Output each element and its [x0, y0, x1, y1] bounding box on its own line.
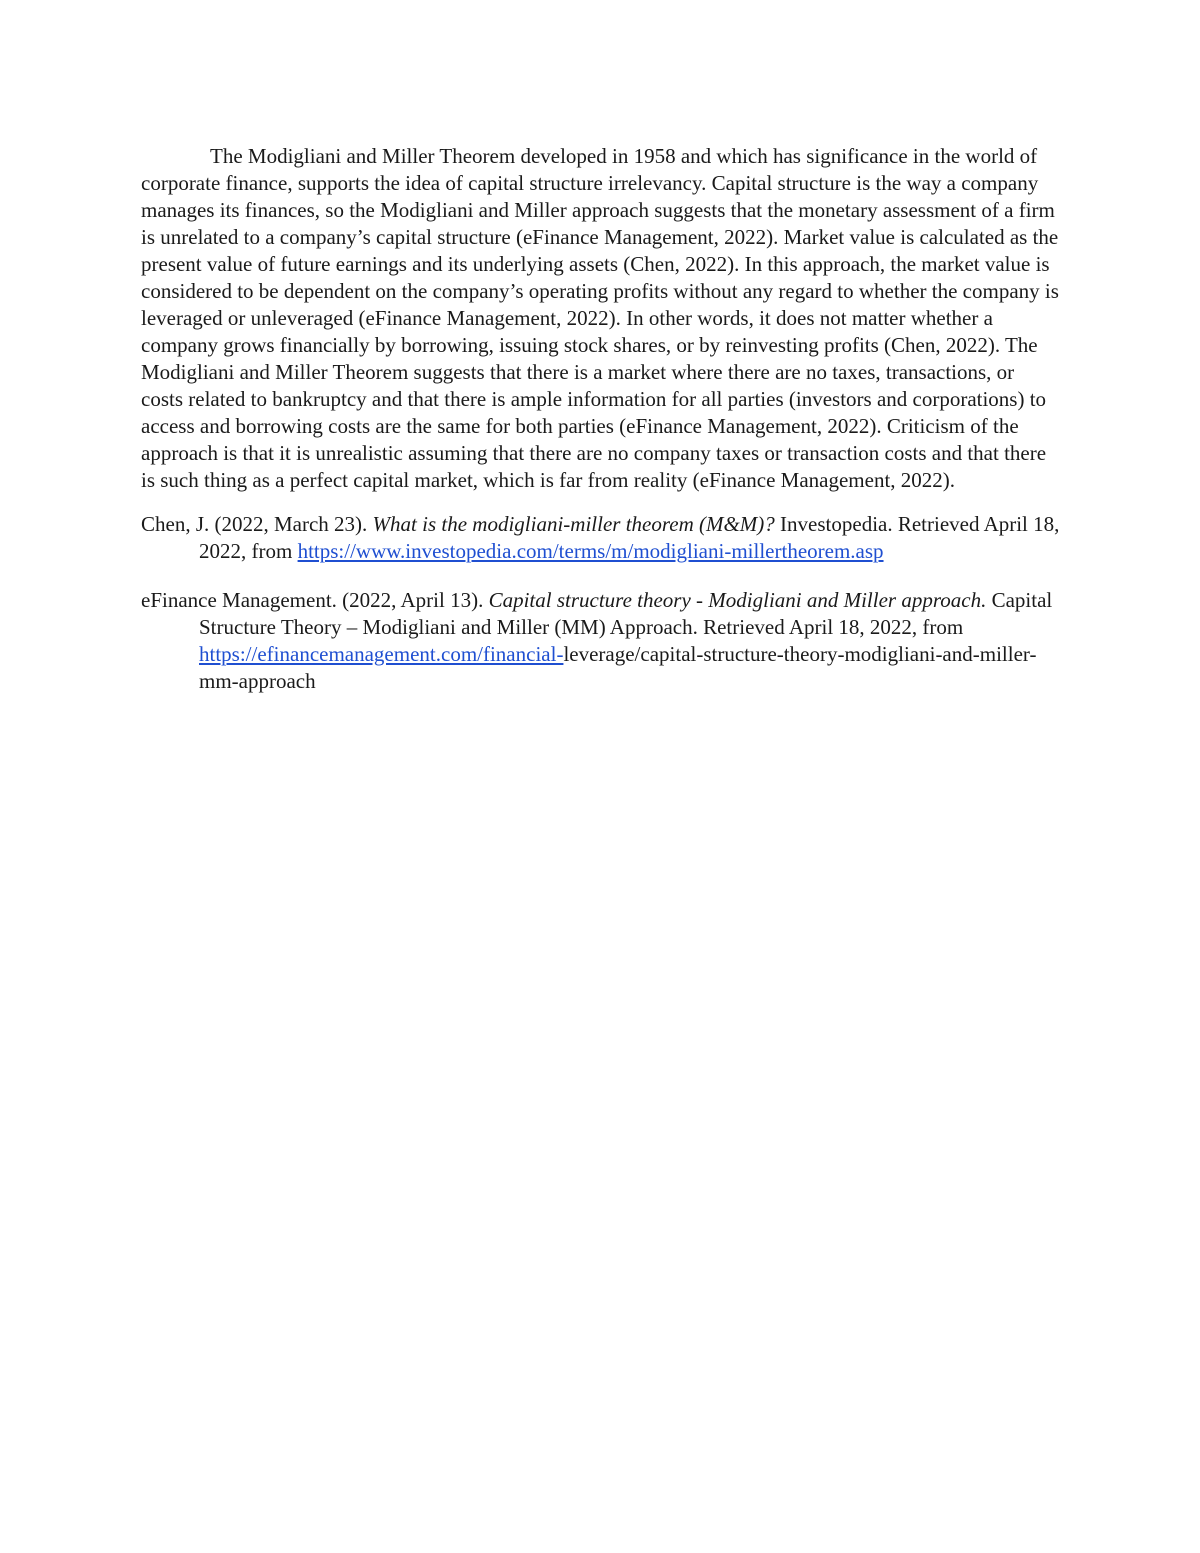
reference-title: Capital structure theory - Modigliani and Miller approach. [488, 588, 987, 612]
reference-source: Investopedia. Retrieved April 18, 2022, from [199, 512, 1060, 563]
reference-link[interactable]: https://www.investopedia.com/terms/m/modigliani-millertheorem.asp [297, 539, 884, 563]
reference-title: What is the modigliani-miller theorem (M&M)? [372, 512, 775, 536]
body-paragraph: The Modigliani and Miller Theorem developed in 1958 and which has significance in the world of corporate finance, supports the idea of capital structure irrelevancy. Capital structure is the way a company manages its finances, so the Modigliani and Miller approach suggests that the monetary assessment of a firm is unrelated to a company’s capital structure (eFinance Management, 2022). Market value is calculated as the present value of future earnings and its underlying assets (Chen, 2022). In this approach, the market value is considered to be dependent on the company’s operating profits without any regard to whether the company is leveraged or unleveraged (eFinance Management, 2022). In other words, it does not matter whether a company grows financially by borrowing, issuing stock shares, or by reinvesting profits (Chen, 2022). The Modigliani and Miller Theorem suggests that there is a market where there are no taxes, transactions, or costs related to bankruptcy and that there is ample information for all parties (investors and corporations) to access and borrowing costs are the same for both parties (eFinance Management, 2022). Criticism of the approach is that it is unrealistic assuming that there are no company taxes or transaction costs and that there is such thing as a perfect capital market, which is far from reality (eFinance Management, 2022). [141, 144, 1059, 492]
document-page [141, 143, 1061, 695]
reference-source: Capital Structure Theory – Modigliani and Miller (MM) Approach. Retrieved April 18, 2022, from [199, 588, 1053, 639]
reference-efinance [141, 587, 1061, 695]
reference-link[interactable]: https://efinancemanagement.com/financial- [199, 642, 564, 666]
reference-chen [141, 511, 1061, 565]
reference-url-continuation: leverage/capital-structure-theory-modigliani-and-miller-mm-approach [199, 642, 1037, 693]
reference-author: Chen, J. (2022, March 23). [141, 512, 373, 536]
reference-author: eFinance Management. (2022, April 13). [141, 588, 489, 612]
